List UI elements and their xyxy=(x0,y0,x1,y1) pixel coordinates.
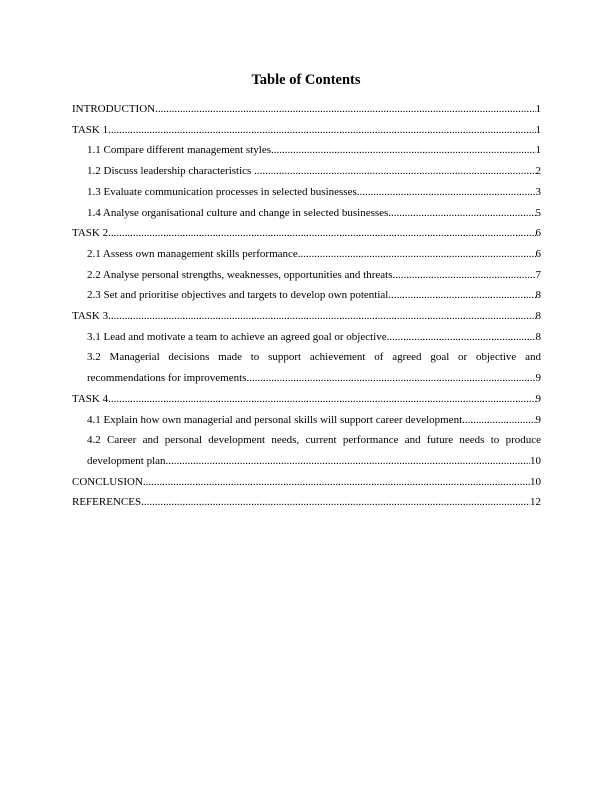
toc-dot-leader xyxy=(357,182,536,203)
toc-entry-text: REFERENCES xyxy=(72,496,142,509)
toc-entry-text: TASK 3 xyxy=(72,310,109,323)
toc-entry-references[interactable] xyxy=(72,492,541,513)
toc-entry-text: 1.3 Evaluate communication processes in selected businesses xyxy=(87,185,357,198)
toc-entry-text: 3.1 Lead and motivate a team to achieve an agreed goal or objective xyxy=(87,330,387,343)
toc-entry-text-line-1: 4.2 Career and personal development needs, current performance and future needs to produce xyxy=(87,434,541,447)
toc-page-number: 6 xyxy=(535,227,541,240)
toc-entry-task-3[interactable] xyxy=(72,306,541,327)
toc-entry-1-4[interactable] xyxy=(72,203,541,224)
toc-dot-leader xyxy=(141,492,530,513)
toc-dot-leader xyxy=(462,410,535,431)
toc-dot-leader xyxy=(108,223,535,244)
toc-entry-text-line-2: development plan xyxy=(87,454,166,467)
toc-entry-2-1[interactable] xyxy=(72,244,541,265)
toc-entry-1-2[interactable] xyxy=(72,161,541,182)
toc-page-number: 6 xyxy=(535,247,541,260)
toc-entry-text: TASK 4 xyxy=(72,392,109,405)
toc-entry-3-1[interactable] xyxy=(72,327,541,348)
toc-dot-leader xyxy=(108,120,535,141)
toc-entry-introduction[interactable] xyxy=(72,99,541,120)
toc-page-number: 8 xyxy=(535,310,541,323)
toc-page-number: 5 xyxy=(535,206,541,219)
toc-entry-continuation xyxy=(87,368,541,389)
toc-title: Table of Contents xyxy=(251,72,361,88)
toc-entry-text: 2.2 Analyse personal strengths, weaknesses, opportunities and threats xyxy=(87,268,393,281)
toc-page-number: 8 xyxy=(535,289,541,302)
toc-entry-4-1[interactable] xyxy=(72,410,541,431)
toc-entry-text: TASK 2 xyxy=(72,227,109,240)
toc-entry-text: 1.1 Compare different management styles xyxy=(87,144,271,157)
toc-entry-1-3[interactable] xyxy=(72,182,541,203)
toc-entry-2-3[interactable] xyxy=(72,285,541,306)
table-of-contents xyxy=(72,99,541,513)
toc-entry-text-line-1: 3.2 Managerial decisions made to support achievement of agreed goal or objective and xyxy=(87,351,541,364)
toc-entry-text: 1.2 Discuss leadership characteristics xyxy=(87,165,255,178)
toc-entry-text: 4.1 Explain how own managerial and personal skills will support career development xyxy=(87,413,463,426)
toc-dot-leader xyxy=(246,368,535,389)
toc-entry-2-2[interactable] xyxy=(72,265,541,286)
toc-page-number: 10 xyxy=(530,454,541,467)
toc-page-number: 1 xyxy=(535,103,541,115)
toc-entry-3-2[interactable] xyxy=(72,347,541,388)
toc-dot-leader xyxy=(166,451,530,472)
toc-dot-leader xyxy=(271,140,536,161)
toc-page-number: 9 xyxy=(535,413,541,426)
toc-page-number: 7 xyxy=(535,268,541,281)
toc-dot-leader xyxy=(108,306,535,327)
toc-page-number: 1 xyxy=(535,144,541,157)
toc-entry-text-line-2: recommendations for improvements xyxy=(87,372,247,385)
toc-dot-leader xyxy=(298,244,536,265)
toc-dot-leader xyxy=(387,327,536,348)
toc-entry-4-2[interactable] xyxy=(72,430,541,471)
toc-entry-text: INTRODUCTION xyxy=(72,103,156,115)
toc-dot-leader xyxy=(155,99,535,120)
toc-entry-text: CONCLUSION xyxy=(72,475,143,488)
toc-entry-text: TASK 1 xyxy=(72,123,109,136)
toc-page-number: 9 xyxy=(535,372,541,385)
toc-entry-task-4[interactable] xyxy=(72,389,541,410)
toc-dot-leader xyxy=(254,161,535,182)
toc-dot-leader xyxy=(388,285,535,306)
toc-dot-leader xyxy=(143,472,530,493)
toc-page-number: 8 xyxy=(535,330,541,343)
toc-page-number: 9 xyxy=(535,392,541,405)
toc-dot-leader xyxy=(388,203,535,224)
toc-entry-text: 2.1 Assess own management skills performance xyxy=(87,247,298,260)
toc-page-number: 12 xyxy=(530,496,541,509)
toc-entry-text: 2.3 Set and prioritise objectives and targets to develop own potential xyxy=(87,289,389,302)
toc-entry-task-1[interactable] xyxy=(72,120,541,141)
toc-entry-task-2[interactable] xyxy=(72,223,541,244)
toc-dot-leader xyxy=(108,389,535,410)
toc-page-number: 2 xyxy=(535,165,541,178)
toc-entry-continuation xyxy=(87,451,541,472)
toc-entry-conclusion[interactable] xyxy=(72,472,541,493)
toc-page-number: 10 xyxy=(530,475,541,488)
toc-entry-text: 1.4 Analyse organisational culture and change in selected businesses xyxy=(87,206,389,219)
toc-page-number: 3 xyxy=(535,185,541,198)
toc-entry-1-1[interactable] xyxy=(72,140,541,161)
toc-page-number: 1 xyxy=(535,123,541,136)
toc-dot-leader xyxy=(393,265,536,286)
